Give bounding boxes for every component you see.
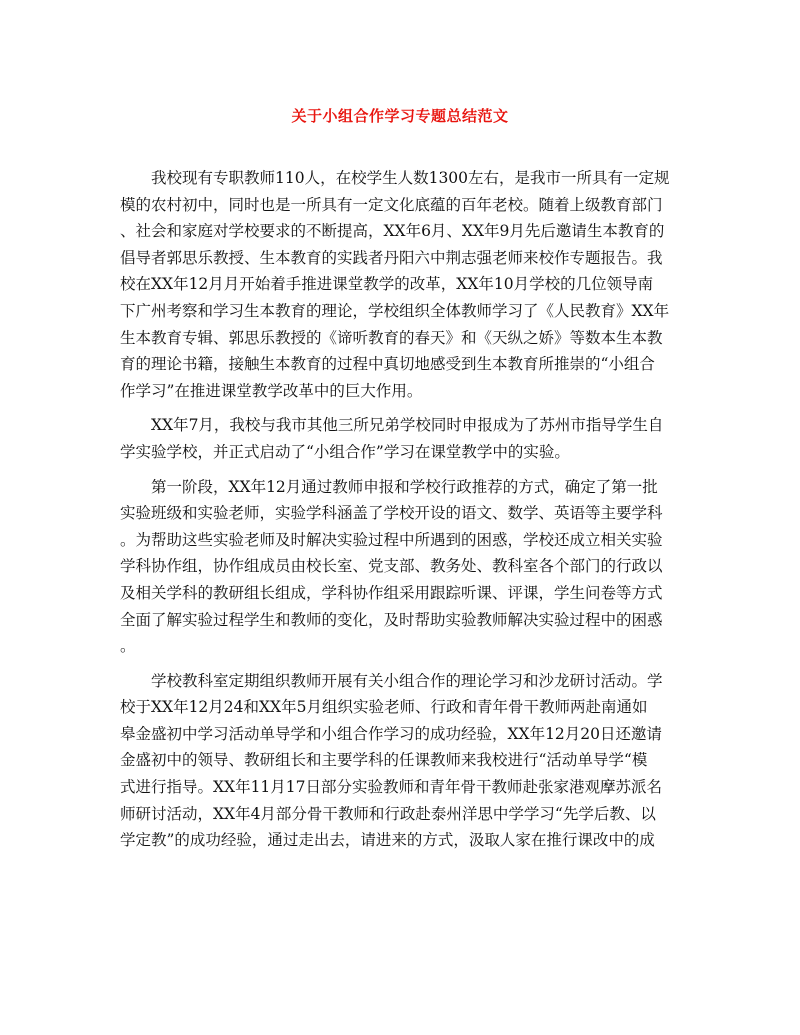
paragraph — [120, 165, 675, 404]
text-line: 式进行指导。XX年11月17日部分实验教师和青年骨干教师赴张家港观摩苏派名 — [120, 778, 663, 797]
document-title: 关于小组合作学习专题总结范文 — [291, 107, 509, 125]
text-line: 学校教科室定期组织教师开展有关小组合作的理论学习和沙龙研讨活动。学 — [151, 671, 663, 690]
text-line: 皋金盛初中学习活动单导学和小组合作学习的成功经验，XX年12月20日还邀请 — [120, 724, 663, 743]
text-line: 全面了解实验过程学生和教师的变化，及时帮助实验教师解决实验过程中的困惑 — [120, 610, 663, 629]
paragraph — [120, 474, 675, 660]
text-line: 我校现有专职教师110人，在校学生人数1300左右，是我市一所具有一定规 — [151, 169, 670, 187]
text-line: 校在XX年12月月开始着手推进课堂教学的改革，XX年10月学校的几位领导南 — [120, 275, 654, 294]
text-line: 校于XX年12月24和XX年5月组织实验老师、行政和青年骨干教师两赴南通如 — [120, 698, 648, 717]
text-line: 。为帮助这些实验老师及时解决实验过程中所遇到的困惑，学校还成立相关实验 — [120, 530, 663, 549]
text-line: 、社会和家庭对学校要求的不断提高，XX年6月、XX年9月先后邀请生本教育的 — [120, 222, 665, 241]
text-line: 生本教育专辑、郭思乐教授的《谛听教育的春天》和《天纵之娇》等数本生本教 — [120, 328, 663, 347]
text-line: 育的理论书籍，接触生本教育的过程中真切地感受到生本教育所推崇的“小组合 — [120, 355, 655, 374]
text-line: 学定教”的成功经验，通过走出去，请进来的方式，汲取人家在推行课改中的成 — [120, 831, 655, 850]
text-line: 。 — [120, 637, 136, 656]
text-line: XX年7月，我校与我市其他三所兄弟学校同时申报成为了苏州市指导学生自 — [151, 416, 664, 435]
paragraph — [120, 412, 675, 465]
text-line: 下广州考察和学习生本教育的理论，学校组织全体教师学习了《人民教育》XX年 — [120, 301, 670, 320]
text-line: 学科协作组，协作组成员由校长室、党支部、教务处、教科室各个部门的行政以 — [120, 557, 663, 576]
text-line: 第一阶段，XX年12月通过教师申报和学校行政推荐的方式，确定了第一批 — [151, 477, 658, 496]
text-line: 学实验学校，并正式启动了“小组合作”学习在课堂教学中的实验。 — [120, 442, 570, 461]
text-line: 实验班级和实验老师，实验学科涵盖了学校开设的语文、数学、英语等主要学科 — [120, 504, 663, 523]
text-line: 作学习”在推进课堂教学改革中的巨大作用。 — [120, 381, 423, 400]
paragraph — [120, 668, 675, 854]
document-body — [120, 165, 675, 854]
text-line: 及相关学科的教研组长组成，学科协作组采用跟踪听课、评课，学生问卷等方式 — [120, 583, 663, 602]
text-line: 模的农村初中，同时也是一所具有一定文化底蕴的百年老校。随着上级教育部门 — [120, 195, 663, 214]
text-line: 师研讨活动，XX年4月部分骨干教师和行政赴泰州洋思中学学习“先学后教、以 — [120, 804, 656, 823]
text-line: 倡导者郭思乐教授、生本教育的实践者丹阳六中荆志强老师来校作专题报告。我 — [120, 248, 663, 267]
text-line: 金盛初中的领导、教研组长和主要学科的任课教师来我校进行“活动单导学“模 — [120, 751, 648, 770]
